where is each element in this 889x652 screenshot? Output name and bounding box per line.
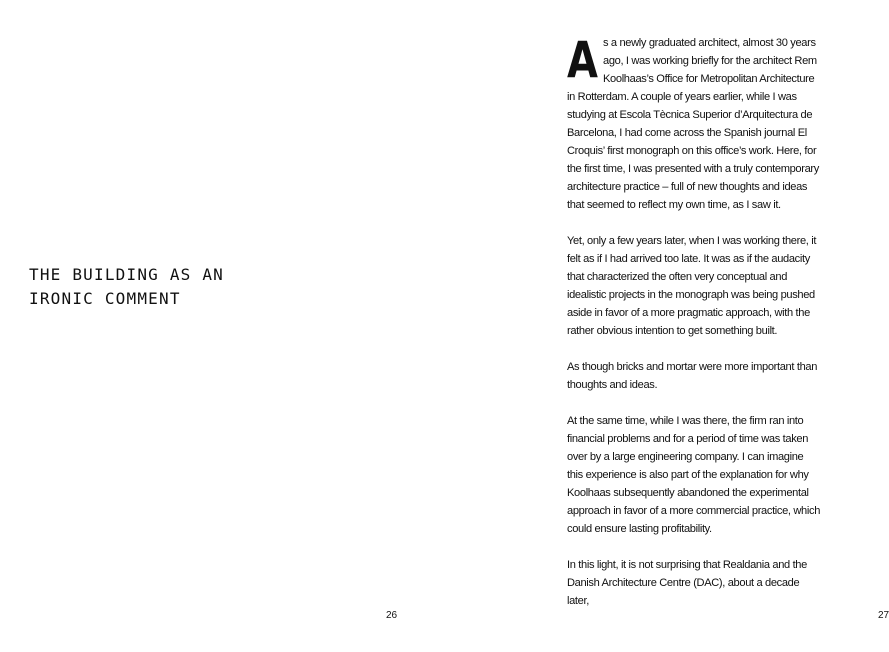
left-page <box>0 0 425 652</box>
chapter-title: THE BUILDING AS AN IRONIC COMMENT <box>29 265 224 308</box>
paragraph-3: As though bricks and mortar were more important than thoughts and ideas. <box>567 361 818 391</box>
paragraph-1 <box>567 31 820 214</box>
right-page <box>425 0 889 652</box>
page-number-left: 26 <box>386 610 398 621</box>
page-number-right: 27 <box>878 610 889 621</box>
paragraph-5: In this light, it is not surprising that Realdania and the Danish Architecture Centre (DAC), about a decade later, <box>567 559 807 607</box>
paragraph-4: At the same time, while I was there, the firm ran into financial problems and for a period of time was taken over by a large engineering company. I can imagine this experience is also part of the explanation for why Koolhaas subsequently abandoned the experimental approach in favor of a more commercial practice, which could ensure lasting profitability. <box>567 415 821 535</box>
body-text <box>567 31 821 607</box>
drop-cap: A <box>567 31 598 89</box>
paragraph-1-text: s a newly graduated architect, almost 30 years ago, I was working briefly for the architect Rem Koolhaas’s Office for Metropolitan Architecture in Rotterdam. A couple of years earlier, while I was studying at Escola Tècnica Superior d’Arquitectura de Barcelona, I had come across the Spanish journal El Croquis’ first monograph on this office’s work. Here, for the first time, I was presented with a truly contemporary architecture practice – full of new thoughts and ideas that seemed to reflect my own time, as I saw it. <box>567 37 819 211</box>
paragraph-2: Yet, only a few years later, when I was working there, it felt as if I had arrived too late. It was as if the audacity that characterized the often very conceptual and idealistic projects in the monograph was being pushed aside in favor of a more pragmatic approach, with the rather obvious intention to get something built. <box>567 235 817 337</box>
